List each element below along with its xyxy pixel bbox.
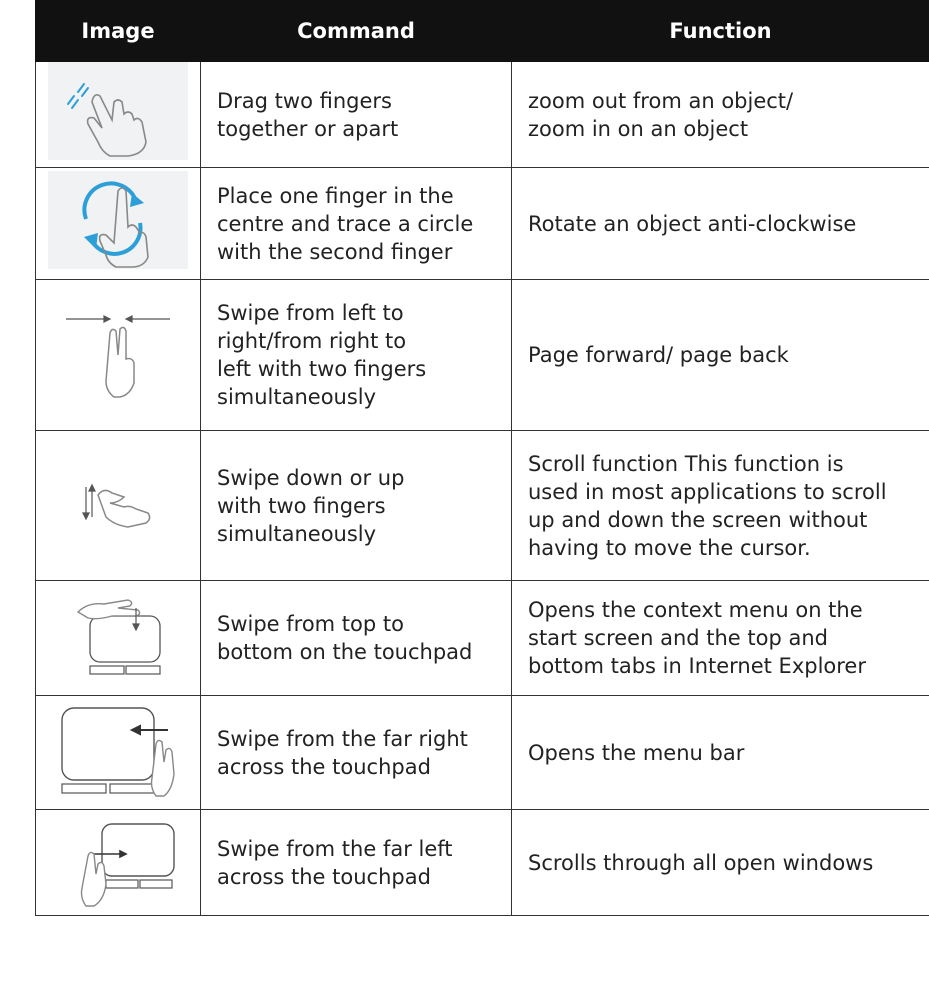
table-row xyxy=(36,168,929,280)
function-cell xyxy=(512,581,929,696)
gesture-table xyxy=(35,0,929,916)
command-text: right/from right to xyxy=(217,329,407,353)
command-text: Swipe from left to xyxy=(217,301,404,325)
command-text: bottom on the touchpad xyxy=(217,640,473,664)
function-text: up and down the screen without xyxy=(528,507,868,532)
two-finger-horizontal-swipe-icon xyxy=(48,303,188,401)
swipe-from-right-edge-icon xyxy=(48,700,188,798)
command-text: left with two fingers xyxy=(217,357,427,381)
command-cell xyxy=(201,810,512,916)
rotate-gesture-icon xyxy=(48,171,188,269)
gesture-image-cell xyxy=(36,62,201,168)
command-cell xyxy=(201,280,512,431)
command-cell xyxy=(201,581,512,696)
gesture-image-cell xyxy=(36,280,201,431)
gesture-image-cell xyxy=(36,431,201,581)
function-cell xyxy=(512,696,929,810)
header-function: Function xyxy=(512,1,929,62)
function-text: Opens the menu bar xyxy=(528,740,745,765)
command-text: together or apart xyxy=(217,116,399,141)
header-command: Command xyxy=(201,1,512,62)
function-cell xyxy=(512,168,929,280)
table-row xyxy=(36,280,929,431)
command-text: Swipe from top to xyxy=(217,612,404,636)
function-text: Scroll function This function is xyxy=(528,451,844,476)
gesture-image-cell xyxy=(36,696,201,810)
function-cell xyxy=(512,431,929,581)
command-cell xyxy=(201,431,512,581)
command-cell xyxy=(201,62,512,168)
command-text: Swipe from the far right xyxy=(217,726,468,751)
function-text: Page forward/ page back xyxy=(528,343,789,367)
function-text: used in most applications to scroll xyxy=(528,479,887,504)
command-text: Swipe from the far left xyxy=(217,836,453,861)
command-text: with two fingers xyxy=(217,493,386,518)
command-text: across the touchpad xyxy=(217,754,431,779)
command-text: with the second finger xyxy=(217,239,453,264)
table-row xyxy=(36,62,929,168)
table-header-row xyxy=(36,1,929,62)
command-text: simultaneously xyxy=(217,385,377,409)
function-text: Opens the context menu on the xyxy=(528,598,863,622)
gesture-image-cell xyxy=(36,168,201,280)
function-cell xyxy=(512,62,929,168)
swipe-from-left-edge-icon xyxy=(48,810,188,908)
function-text: zoom out from an object/ xyxy=(528,88,794,113)
table-row xyxy=(36,581,929,696)
command-cell xyxy=(201,696,512,810)
function-text: Scrolls through all open windows xyxy=(528,850,874,875)
header-image: Image xyxy=(36,1,201,62)
function-cell xyxy=(512,810,929,916)
table-row xyxy=(36,431,929,581)
command-text: Place one finger in the xyxy=(217,183,454,208)
table-row xyxy=(36,810,929,916)
command-text: Drag two fingers xyxy=(217,88,392,113)
command-text: across the touchpad xyxy=(217,864,431,889)
command-cell xyxy=(201,168,512,280)
function-text: Rotate an object anti-clockwise xyxy=(528,211,857,236)
pinch-zoom-gesture-icon xyxy=(48,62,188,160)
swipe-top-to-bottom-icon xyxy=(48,586,188,684)
function-text: zoom in on an object xyxy=(528,116,749,141)
function-cell xyxy=(512,280,929,431)
command-text: simultaneously xyxy=(217,521,377,546)
function-text: having to move the cursor. xyxy=(528,535,811,560)
table-row xyxy=(36,696,929,810)
command-text: Swipe down or up xyxy=(217,465,405,490)
function-text: start screen and the top and xyxy=(528,626,828,650)
command-text: centre and trace a circle xyxy=(217,211,474,236)
gesture-image-cell xyxy=(36,810,201,916)
two-finger-vertical-swipe-icon xyxy=(48,453,188,551)
gesture-image-cell xyxy=(36,581,201,696)
function-text: bottom tabs in Internet Explorer xyxy=(528,654,866,678)
